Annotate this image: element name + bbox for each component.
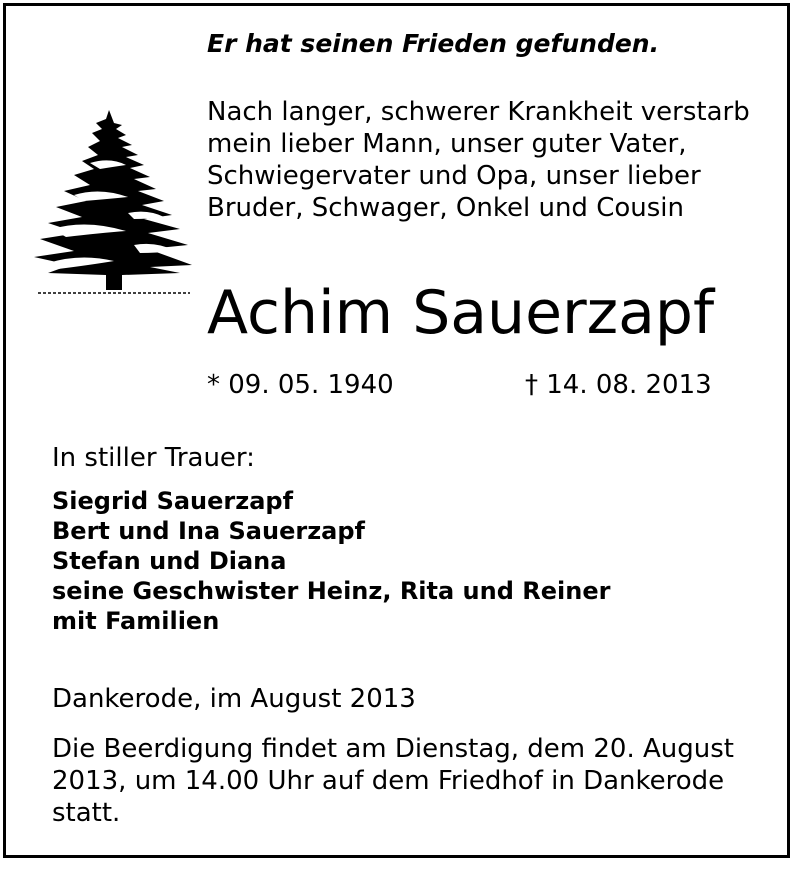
intro-text (207, 96, 752, 224)
funeral-line: statt. (52, 798, 121, 828)
intro-line: mein lieber Mann, unser guter Vater, (207, 129, 687, 159)
deceased-name: Achim Sauerzapf (207, 278, 715, 348)
mourner-name: Stefan und Diana (52, 547, 287, 575)
place-date: Dankerode, im August 2013 (52, 684, 416, 714)
mourner-name: mit Familien (52, 607, 220, 635)
intro-line: Bruder, Schwager, Onkel und Cousin (207, 193, 684, 223)
intro-line: Nach langer, schwerer Krankheit verstarb (207, 97, 750, 127)
death-date: † 14. 08. 2013 (525, 370, 712, 400)
funeral-line: 2013, um 14.00 Uhr auf dem Friedhof in Dankerode (52, 766, 725, 796)
mourners-list (52, 486, 610, 636)
funeral-line: Die Beerdigung findet am Dienstag, dem 20. August (52, 734, 734, 764)
intro-line: Schwiegervater und Opa, unser lieber (207, 161, 701, 191)
fir-tree-icon (30, 105, 195, 305)
mourner-name: Siegrid Sauerzapf (52, 487, 294, 515)
mourner-name: Bert und Ina Sauerzapf (52, 517, 365, 545)
motto: Er hat seinen Frieden gefunden. (207, 29, 660, 58)
funeral-notice (52, 733, 752, 829)
mourning-label: In stiller Trauer: (52, 443, 255, 473)
birth-date: * 09. 05. 1940 (207, 370, 394, 400)
mourner-name: seine Geschwister Heinz, Rita und Reiner (52, 577, 611, 605)
